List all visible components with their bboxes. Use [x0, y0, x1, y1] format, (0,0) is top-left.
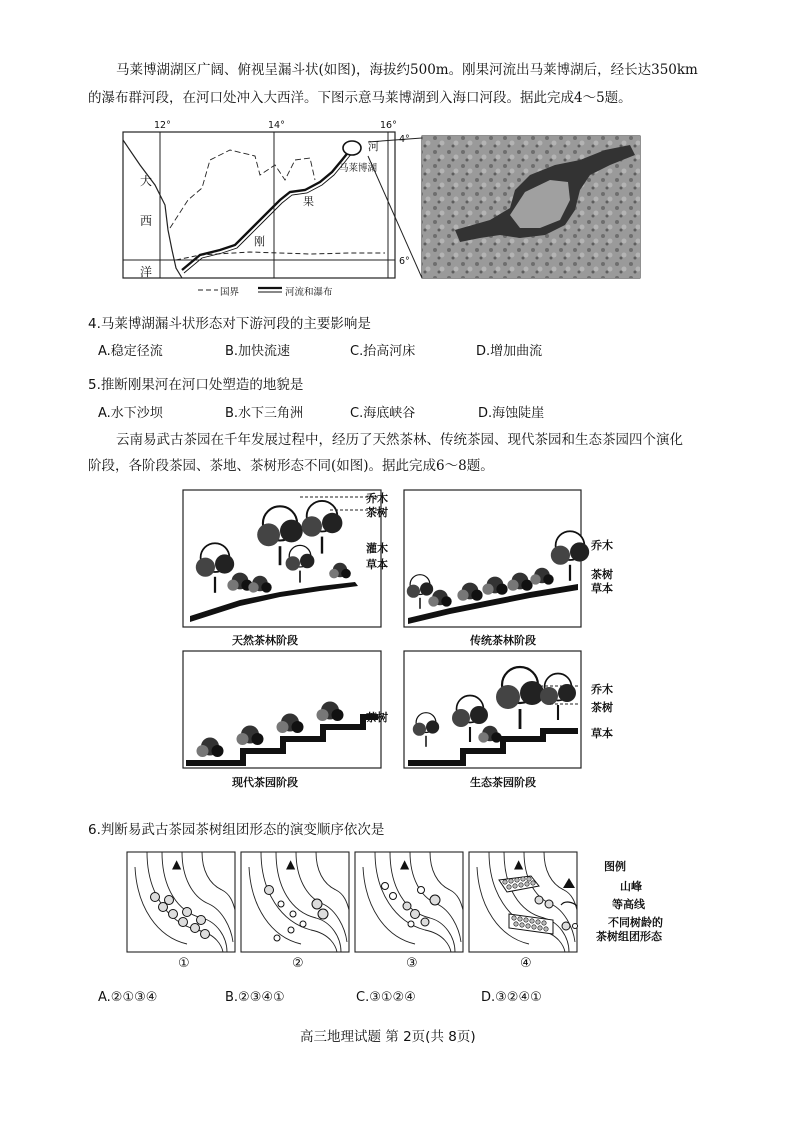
q6-peak-3: ▲: [400, 857, 410, 871]
passage2-line2: 阶段，各阶段茶园、茶地、茶树形态不同(如图)。据此完成6～8题。: [88, 458, 494, 474]
q6-option-c[interactable]: C.③①②④: [356, 990, 416, 1005]
s1-title: 天然茶林阶段: [232, 634, 298, 647]
s1-label-caoben: 草本: [366, 558, 388, 571]
q6-panel-3: ③: [406, 956, 418, 971]
q5-option-a[interactable]: A.水下沙坝: [98, 406, 163, 421]
s2-label-chashu: 茶树: [591, 568, 613, 581]
s2-title: 传统茶林阶段: [470, 634, 536, 647]
q4-option-a[interactable]: A.稳定径流: [98, 344, 163, 359]
q6-legend-cluster-1: 不同树龄的: [608, 916, 663, 929]
s1-label-qiaomu: 乔木: [366, 492, 388, 505]
passage1-line1: 马莱博湖湖区广阔、俯视呈漏斗状(如图)，海拔约500m。刚果河流出马莱博湖后，经长达350km: [116, 62, 698, 78]
q5-stem: 5.推断刚果河在河口处塑造的地貌是: [88, 377, 304, 393]
map-river-2: 果: [303, 195, 314, 208]
q6-stem: 6.判断易武古茶园茶树组团形态的演变顺序依次是: [88, 822, 385, 838]
s4-label-caoben: 草本: [591, 727, 613, 740]
page-footer: 高三地理试题 第 2页(共 8页): [300, 1029, 476, 1045]
passage1-line2: 的瀑布群河段，在河口处冲入大西洋。下图示意马莱博湖到入海口河段。据此完成4～5题。: [88, 90, 632, 106]
q6-legend-title: 图例: [604, 860, 626, 873]
map-river-3: 刚: [254, 235, 265, 248]
q6-option-a[interactable]: A.②①③④: [98, 990, 158, 1005]
passage2-line1: 云南易武古茶园在千年发展过程中，经历了天然茶林、传统茶园、现代茶园和生态茶园四个演化: [116, 432, 683, 448]
q6-legend-cluster-2: 茶树组团形态: [596, 930, 662, 943]
q6-panel-4: ④: [520, 956, 532, 971]
s1-label-guanmu: 灌木: [366, 542, 388, 555]
q6-figure: [125, 850, 595, 960]
map-lon-16: 16°: [380, 120, 397, 131]
map-figure: [110, 120, 650, 300]
s1-label-chashu: 茶树: [366, 506, 388, 519]
q5-option-b[interactable]: B.水下三角洲: [225, 406, 304, 421]
s2-label-qiaomu: 乔木: [591, 539, 613, 552]
q6-option-b[interactable]: B.②③④①: [225, 990, 285, 1005]
q6-legend-peak: 山峰: [620, 880, 642, 893]
q6-panel-2: ②: [292, 956, 304, 971]
q4-option-b[interactable]: B.加快流速: [225, 344, 291, 359]
s4-label-qiaomu: 乔木: [591, 683, 613, 696]
q6-peak-4: ▲: [514, 857, 524, 871]
map-ocean-2: 西: [140, 214, 153, 228]
q4-option-d[interactable]: D.增加曲流: [476, 344, 543, 359]
q4-stem: 4.马莱博湖漏斗状形态对下游河段的主要影响是: [88, 316, 371, 332]
map-lat-4: 4°: [399, 134, 410, 145]
s4-label-chashu: 茶树: [591, 701, 613, 714]
map-river-1: 河: [368, 140, 379, 153]
q6-panel-1: ①: [178, 956, 190, 971]
map-legend-border: 国界: [220, 287, 240, 298]
s4-title: 生态茶园阶段: [470, 776, 536, 789]
q6-peak-2: ▲: [286, 857, 296, 871]
q4-option-c[interactable]: C.抬高河床: [350, 344, 416, 359]
s3-label-chashu: 茶树: [366, 711, 388, 724]
map-lon-14: 14°: [268, 120, 285, 131]
map-legend-river: 河流和瀑布: [285, 287, 333, 298]
map-lon-12: 12°: [154, 120, 171, 131]
s3-title: 现代茶园阶段: [232, 776, 298, 789]
q5-option-d[interactable]: D.海蚀陡崖: [478, 406, 545, 421]
q6-peak-1: ▲: [172, 857, 182, 871]
q6-option-d[interactable]: D.③②④①: [481, 990, 542, 1005]
map-lake-label: 马莱博湖: [339, 163, 378, 174]
map-lat-6: 6°: [399, 256, 410, 267]
s2-label-caoben: 草本: [591, 582, 613, 595]
q5-option-c[interactable]: C.海底峡谷: [350, 406, 416, 421]
q6-legend-contour: 等高线: [612, 898, 645, 911]
map-ocean-3: 洋: [140, 265, 153, 279]
map-ocean-1: 大: [140, 174, 153, 188]
